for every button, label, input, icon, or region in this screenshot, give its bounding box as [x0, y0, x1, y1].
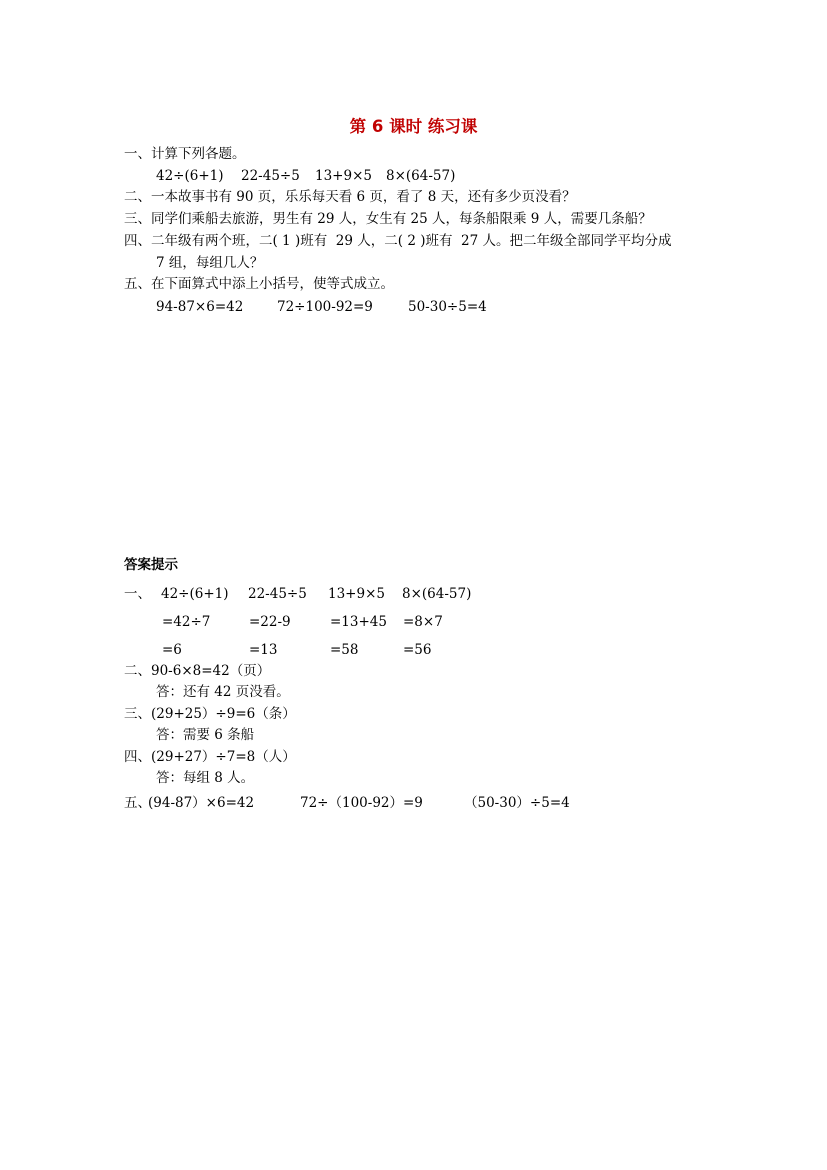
answer-3-reply: 答：需要 6 条船: [156, 727, 255, 743]
answer-1-cell: 8×(64-57): [402, 586, 472, 602]
question-5-item: 72÷100-92=9: [277, 299, 373, 315]
answer-2: 二、90-6×8=42（页）: [124, 663, 271, 679]
question-3: 三、同学们乘船去旅游，男生有 29 人，女生有 25 人，每条船限乘 9 人，需要几条船？: [124, 211, 652, 227]
question-4-line-2: 7 组，每组几人？: [156, 255, 264, 271]
answer-5-item: (94-87）×6=42: [148, 795, 255, 811]
answers-heading: 答案提示: [124, 557, 178, 573]
answer-5-label: 五、: [124, 795, 151, 811]
answer-1-cell: =8×7: [403, 614, 443, 630]
answer-4: 四、(29+27）÷7=8（人）: [124, 749, 296, 765]
question-4-line-1: 四、二年级有两个班，二( 1 )班有 29 人，二( 2 )班有 27 人。把二年级全部同学平均分成: [124, 233, 672, 249]
answer-5-item: 72÷（100-92）=9: [300, 795, 423, 811]
answer-1-cell: =22-9: [249, 614, 291, 630]
answer-1-cell: =13+45: [330, 614, 387, 630]
answer-1-label: 一、: [124, 586, 151, 602]
question-1-item: 42÷(6+1): [156, 168, 224, 184]
answer-3: 三、(29+25）÷9=6（条）: [124, 706, 296, 722]
answer-1-cell: =56: [403, 642, 432, 658]
answer-4-reply: 答：每组 8 人。: [156, 770, 255, 786]
question-5-item: 94-87×6=42: [156, 299, 244, 315]
question-5-item: 50-30÷5=4: [408, 299, 487, 315]
question-1: 一、计算下列各题。: [124, 146, 246, 162]
answer-1-cell: 13+9×5: [328, 586, 385, 602]
answer-1-cell: =13: [249, 642, 278, 658]
answer-1-cell: =42÷7: [162, 614, 211, 630]
question-2: 二、一本故事书有 90 页，乐乐每天看 6 页，看了 8 天，还有多少页没看？: [124, 189, 576, 205]
answer-1-cell: 22-45÷5: [248, 586, 307, 602]
question-1-item: 13+9×5: [315, 168, 372, 184]
question-1-item: 22-45÷5: [241, 168, 300, 184]
answer-5-item: （50-30）÷5=4: [464, 795, 570, 811]
answer-1-cell: =6: [162, 642, 182, 658]
answer-1-cell: =58: [330, 642, 359, 658]
page-title: 第 6 课时 练习课: [349, 117, 478, 136]
question-1-item: 8×(64-57): [386, 168, 456, 184]
answer-1-cell: 42÷(6+1): [161, 586, 229, 602]
question-5: 五、在下面算式中添上小括号，使等式成立。: [124, 276, 394, 292]
answer-2-reply: 答：还有 42 页没看。: [156, 684, 290, 700]
